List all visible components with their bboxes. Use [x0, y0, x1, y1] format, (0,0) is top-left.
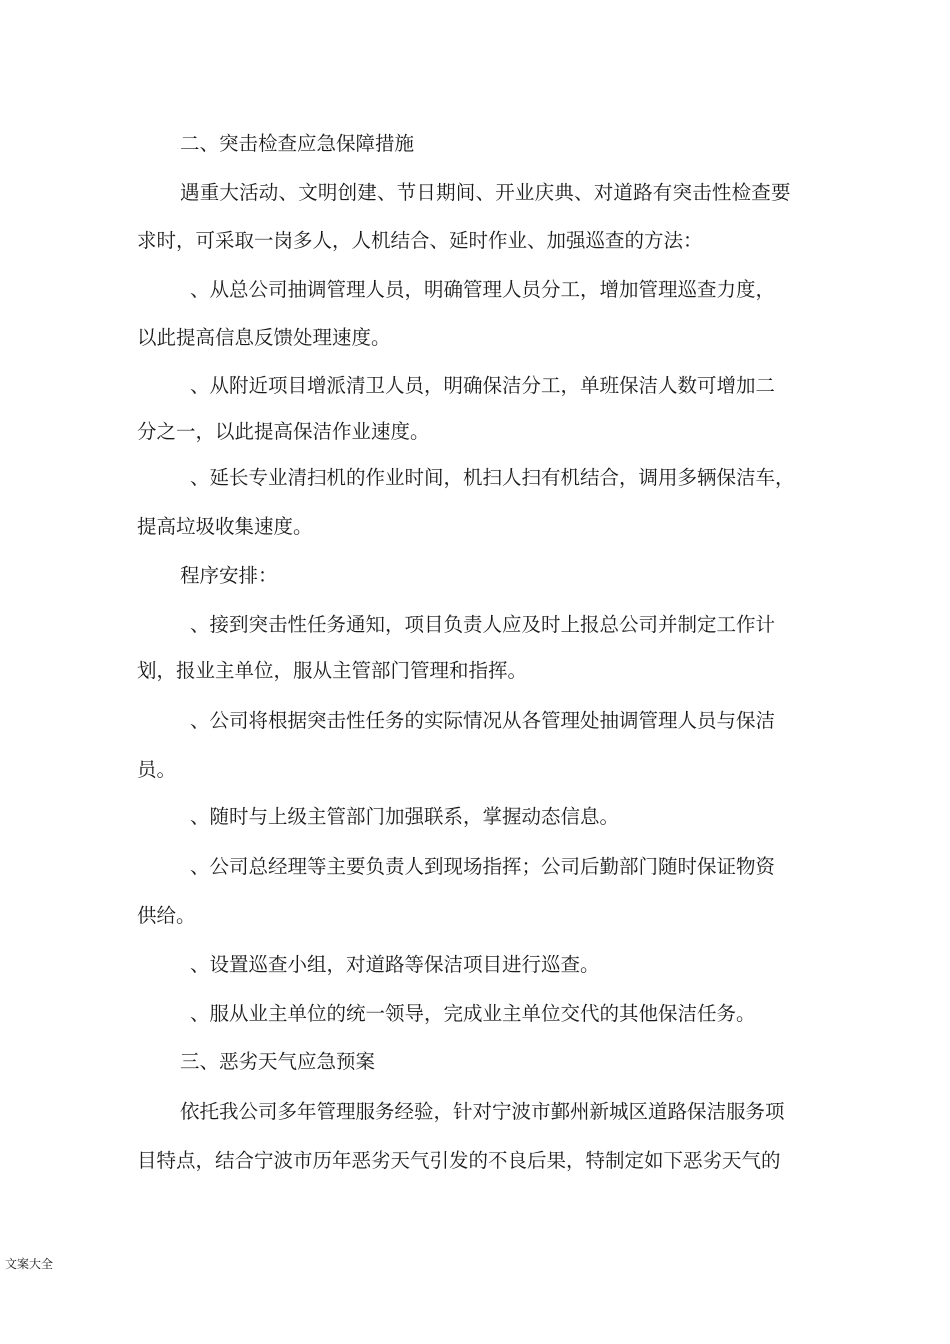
- list-item-line: 、随时与上级主管部门加强联系，掌握动态信息。: [190, 805, 620, 828]
- section-heading: 二、突击检查应急保障措施: [180, 132, 415, 155]
- footer-label: 文案大全: [5, 1257, 54, 1271]
- paragraph-line: 求时，可采取一岗多人，人机结合、延时作业、加强巡查的方法：: [137, 229, 703, 252]
- list-item-line: 、接到突击性任务通知，项目负责人应及时上报总公司并制定工作计: [190, 613, 776, 636]
- list-item-line: 、从附近项目增派清卫人员，明确保洁分工，单班保洁人数可增加二: [190, 374, 776, 397]
- paragraph-line: 员。: [137, 758, 177, 781]
- list-item-line: 、延长专业清扫机的作业时间，机扫人扫有机结合，调用多辆保洁车，: [190, 466, 795, 489]
- paragraph-line: 划，报业主单位，服从主管部门管理和指挥。: [137, 659, 528, 682]
- list-item-line: 、公司将根据突击性任务的实际情况从各管理处抽调管理人员与保洁: [190, 709, 776, 732]
- paragraph-line: 提高垃圾收集速度。: [137, 515, 313, 538]
- section-heading: 三、恶劣天气应急预案: [180, 1050, 376, 1073]
- list-item-line: 、从总公司抽调管理人员，明确管理人员分工，增加管理巡查力度，: [190, 278, 776, 301]
- list-item-line: 、公司总经理等主要负责人到现场指挥；公司后勤部门随时保证物资: [190, 855, 776, 878]
- list-item-line: 、服从业主单位的统一领导，完成业主单位交代的其他保洁任务。: [190, 1002, 756, 1025]
- paragraph-line: 分之一，以此提高保洁作业速度。: [137, 420, 430, 443]
- subheading: 程序安排：: [180, 564, 278, 587]
- paragraph-line: 以此提高信息反馈处理速度。: [137, 326, 391, 349]
- paragraph-line: 遇重大活动、文明创建、节日期间、开业庆典、对道路有突击性检查要: [180, 181, 791, 204]
- list-item-line: 、设置巡查小组，对道路等保洁项目进行巡查。: [190, 953, 600, 976]
- paragraph-line: 目特点，结合宁波市历年恶劣天气引发的不良后果，特制定如下恶劣天气的: [137, 1149, 781, 1172]
- paragraph-line: 依托我公司多年管理服务经验，针对宁波市鄞州新城区道路保洁服务项: [180, 1100, 785, 1123]
- paragraph-line: 供给。: [137, 904, 196, 927]
